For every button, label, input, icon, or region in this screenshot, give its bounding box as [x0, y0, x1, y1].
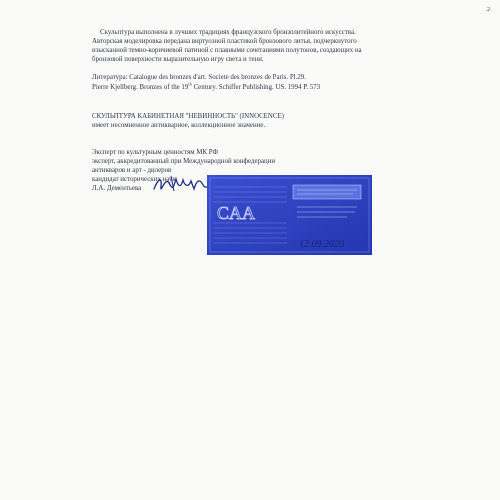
expert-line: антикваров и арт - дилеров [92, 167, 172, 174]
document-title: СКУЛЬПТУРА КАБИНЕТНАЯ "НЕВИННОСТЬ" (INNOCENCE) [92, 113, 284, 120]
literature-author: Pierre Kjellberg. Bronzes of the 19 [92, 84, 189, 91]
paragraph-line: бронзовой поверхности выразительную игру света и тени. [92, 56, 264, 63]
expert-line: эксперт, аккредитованный при Международной конфедерации [92, 158, 276, 165]
expert-line: кандидат исторических наук [92, 176, 176, 183]
paragraph-line: Авторская моделировка передана виртуозной пластикой бронзового литья, подчеркнутого [92, 38, 357, 45]
literature-superscript: th [188, 81, 192, 87]
paragraph-line: изысканной темно-коричневой патиной с плавными сочетаниями полутонов, создающих на [92, 47, 362, 54]
stamp-date: 12.09.2020 [299, 239, 344, 250]
page-number: 2 [487, 7, 490, 13]
title-subline: имеет несомненное антикварное, коллекционное значение. [92, 122, 266, 129]
literature-line-1: Литература: Catalogue des bronzes d'art. Societe des bronzes de Paris. Pl.29. [92, 74, 306, 81]
expert-name: Л.А. Дементьева [92, 185, 142, 192]
stamp-lettering-caa: CAA [217, 203, 256, 223]
paragraph-line: Скульптура выполнена в лучших традициях французского бронзолитейного искусства. [100, 29, 356, 36]
literature-publisher: Century. Schiffer Publishing. US. 1994 P. 573 [191, 84, 321, 91]
expert-line: Эксперт по культурным ценностям МК РФ [92, 149, 218, 156]
literature-line-2 [92, 83, 320, 92]
expert-stamp-image [207, 175, 372, 255]
